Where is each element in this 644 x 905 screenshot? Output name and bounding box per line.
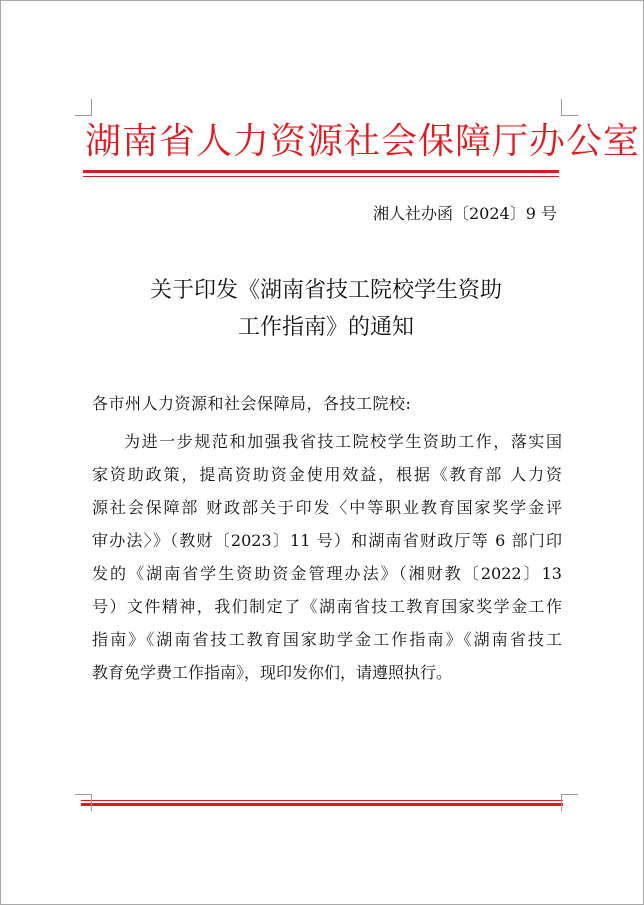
body-line: 教育免学费工作指南》，现印发你们，请遵照执行。 xyxy=(92,663,453,682)
margin-mark-top-right xyxy=(561,99,578,116)
footer-red-rule-thin xyxy=(81,800,563,801)
document-title-line: 工作指南》的通知 xyxy=(237,315,414,340)
issuer-header: 湖南省人力资源社会保障厅办公室 xyxy=(85,121,641,162)
header-red-rule-thin xyxy=(83,176,559,177)
body-line: 家资助政策，提高资助资金使用效益，根据《教育部 人力资 xyxy=(92,465,562,484)
body-line: 源社会保障部 财政部关于印发〈中等职业教育国家奖学金评 xyxy=(92,498,562,517)
document-number: 湘人社办函〔2024〕9 号 xyxy=(373,204,557,223)
margin-mark-bottom-left xyxy=(75,794,92,811)
margin-mark-top-left xyxy=(75,99,92,116)
body-line: 审办法〉》（教财〔2023〕11 号）和湖南省财政厅等 6 部门印 xyxy=(92,531,562,550)
header-red-rule-thick xyxy=(83,170,559,173)
body-line: 指南》《湖南省技工教育国家助学金工作指南》《湖南省技工 xyxy=(92,630,562,649)
margin-mark-bottom-right xyxy=(561,794,578,811)
document-title-line: 关于印发《湖南省技工院校学生资助 xyxy=(149,278,502,303)
body-line: 发的《湖南省学生资助资金管理办法》（湘财教〔2022〕13 xyxy=(92,564,562,583)
body-line: 为进一步规范和加强我省技工院校学生资助工作，落实国 xyxy=(124,432,562,451)
salutation: 各市州人力资源和社会保障局，各技工院校: xyxy=(92,394,412,413)
footer-red-rule-thick xyxy=(81,803,563,806)
body-line: 号）文件精神，我们制定了《湖南省技工教育国家奖学金工作 xyxy=(92,597,562,616)
